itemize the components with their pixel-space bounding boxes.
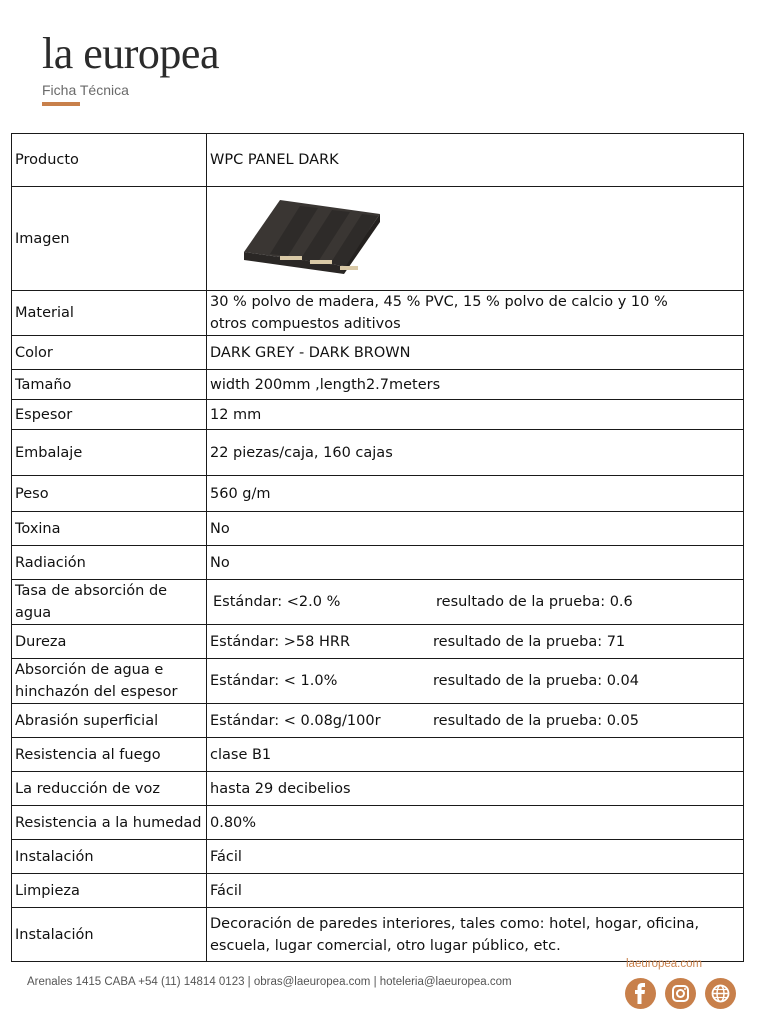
test-result-pair	[210, 670, 740, 692]
table-row	[12, 908, 744, 962]
table-row	[12, 738, 744, 772]
test-result-pair	[210, 631, 740, 653]
globe-icon[interactable]	[705, 978, 736, 1009]
row-value	[207, 704, 744, 738]
row-label: Toxina	[12, 512, 207, 546]
instagram-icon[interactable]	[665, 978, 696, 1009]
row-value-line: otros compuestos aditivos	[210, 316, 401, 332]
document-subtitle: Ficha Técnica	[42, 82, 129, 98]
table-row	[12, 512, 744, 546]
table-row	[12, 874, 744, 908]
brand-underline	[42, 102, 80, 106]
row-value-line: escuela, lugar comercial, otro lugar público, etc.	[210, 937, 561, 954]
table-row	[12, 430, 744, 476]
standard-value: Estándar: >58 HRR	[210, 633, 351, 650]
row-label	[12, 659, 207, 704]
row-label: Radiación	[12, 546, 207, 580]
test-result: resultado de la prueba: 0.04	[433, 673, 639, 689]
row-label: Instalación	[12, 908, 207, 962]
test-result-pair	[210, 710, 740, 732]
row-label: Espesor	[12, 400, 207, 430]
row-value: No	[207, 512, 744, 546]
table-row	[12, 704, 744, 738]
test-result: resultado de la prueba: 0.6	[436, 594, 633, 610]
standard-value: Estándar: <2.0 %	[213, 594, 341, 610]
row-label-line: hinchazón del espesor	[15, 684, 178, 700]
row-label-line: Absorción de agua e	[15, 662, 164, 678]
product-image	[240, 194, 390, 284]
globe-glyph	[705, 978, 736, 1009]
table-row	[12, 134, 744, 187]
row-label: Resistencia al fuego	[12, 738, 207, 772]
row-value: 560 g/m	[207, 476, 744, 512]
website-link[interactable]: laeuropea.com	[626, 958, 703, 970]
row-value	[207, 580, 744, 625]
footer-contact: Arenales 1415 CABA +54 (11) 14814 0123 | obras@laeuropea.com | hoteleria@laeuropea.com	[27, 976, 512, 988]
table-row	[12, 625, 744, 659]
row-value-line: 30 % polvo de madera, 45 % PVC, 15 % polvo de calcio y 10 %	[210, 294, 668, 310]
spec-table	[11, 133, 744, 962]
brand-header	[42, 30, 219, 106]
instagram-glyph	[665, 978, 696, 1009]
row-label: Instalación	[12, 840, 207, 874]
row-value: width 200mm ,length2.7meters	[207, 370, 744, 400]
test-result-pair	[213, 591, 740, 613]
row-value	[207, 908, 744, 962]
row-value: 12 mm	[207, 400, 744, 430]
table-row	[12, 336, 744, 370]
row-label: Limpieza	[12, 874, 207, 908]
row-label: Resistencia a la humedad	[12, 806, 207, 840]
row-value: WPC PANEL DARK	[207, 134, 744, 187]
row-value: Fácil	[207, 874, 744, 908]
test-result: resultado de la prueba: 0.05	[433, 712, 639, 729]
table-row	[12, 400, 744, 430]
product-image-cell	[207, 187, 744, 291]
row-label: Imagen	[12, 187, 207, 291]
row-value: clase B1	[207, 738, 744, 772]
standard-value: Estándar: < 1.0%	[210, 673, 338, 689]
table-row	[12, 840, 744, 874]
facebook-glyph	[625, 978, 656, 1009]
table-row	[12, 659, 744, 704]
row-value: Fácil	[207, 840, 744, 874]
row-label: Tamaño	[12, 370, 207, 400]
row-label: Embalaje	[12, 430, 207, 476]
table-row	[12, 580, 744, 625]
row-value: hasta 29 decibelios	[207, 772, 744, 806]
row-label: La reducción de voz	[12, 772, 207, 806]
table-row	[12, 806, 744, 840]
row-label: Color	[12, 336, 207, 370]
row-label: Abrasión superficial	[12, 704, 207, 738]
table-row	[12, 291, 744, 336]
facebook-icon[interactable]	[625, 978, 656, 1009]
standard-value: Estándar: < 0.08g/100r	[210, 712, 381, 729]
row-value	[207, 659, 744, 704]
row-label: Material	[12, 291, 207, 336]
row-label: Peso	[12, 476, 207, 512]
table-row	[12, 546, 744, 580]
row-value: 22 piezas/caja, 160 cajas	[207, 430, 744, 476]
brand-logo: la europea	[42, 29, 219, 78]
table-row	[12, 772, 744, 806]
row-value-line: Decoración de paredes interiores, tales como: hotel, hogar, oficina,	[210, 915, 700, 932]
row-value	[207, 291, 744, 336]
table-row	[12, 476, 744, 512]
row-label: Tasa de absorción de agua	[12, 580, 207, 625]
row-value: No	[207, 546, 744, 580]
table-row	[12, 370, 744, 400]
test-result: resultado de la prueba: 71	[433, 633, 626, 650]
row-value: DARK GREY - DARK BROWN	[207, 336, 744, 370]
row-value	[207, 625, 744, 659]
table-row	[12, 187, 744, 291]
row-label: Dureza	[12, 625, 207, 659]
row-label: Producto	[12, 134, 207, 187]
row-value: 0.80%	[207, 806, 744, 840]
